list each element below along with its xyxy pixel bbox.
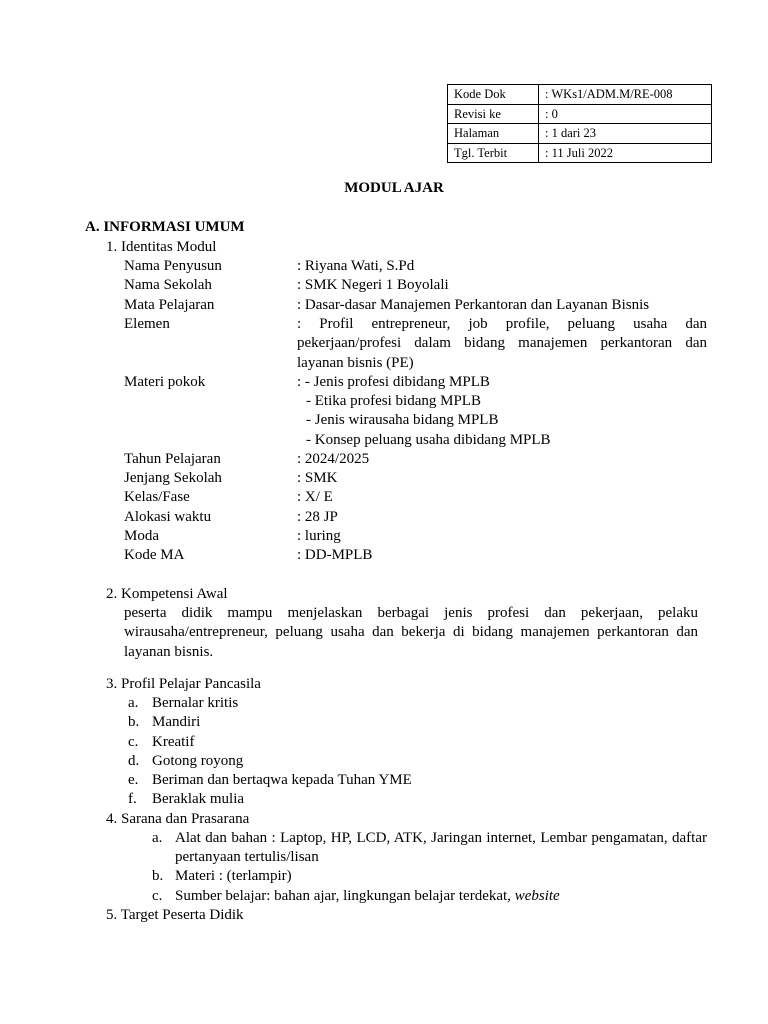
field-value: : DD-MPLB: [297, 547, 373, 563]
list-marker: a.: [128, 695, 139, 711]
kompetensi-text: peserta didik mampu menjelaskan berbagai jenis profesi dan pekerjaan, pelaku wirausaha/entrepreneur, peluang usaha dan bekerja di bidang manajemen perkantoran dan layanan bisnis.: [124, 605, 698, 660]
doc-control-key: Tgl. Terbit: [448, 143, 539, 163]
table-row: [448, 104, 712, 124]
field-key: Moda: [124, 528, 159, 544]
field-value: : 2024/2025: [297, 451, 370, 467]
field-key: Materi pokok: [124, 374, 206, 390]
list-marker: d.: [128, 753, 140, 769]
field-key: Jenjang Sekolah: [124, 470, 222, 486]
field-value: : luring: [297, 528, 341, 544]
list-item: Bernalar kritis: [152, 695, 239, 711]
list-marker: e.: [128, 772, 139, 788]
list-marker: c.: [128, 734, 139, 750]
list-marker: b.: [128, 714, 140, 730]
field-key: Nama Penyusun: [124, 258, 222, 274]
list-item: - Etika profesi bidang MPLB: [306, 393, 481, 409]
list-item: - Jenis wirausaha bidang MPLB: [306, 412, 499, 428]
list-item: Materi : (terlampir): [175, 868, 292, 884]
doc-control-value: : WKs1/ADM.M/RE-008: [539, 85, 712, 105]
list-item: Alat dan bahan : Laptop, HP, LCD, ATK, Jaringan internet, Lembar pengamatan, daftar pertanyaan tertulis/lisan: [175, 830, 707, 866]
table-row: [448, 124, 712, 144]
list-item-italic: website: [514, 888, 560, 904]
doc-control-value: : 0: [539, 104, 712, 124]
item-label-identitas: 1. Identitas Modul: [106, 239, 217, 255]
field-key: Nama Sekolah: [124, 277, 212, 293]
doc-control-key: Halaman: [448, 124, 539, 144]
item-label-kompetensi: 2. Kompetensi Awal: [106, 586, 228, 602]
section-heading: A. INFORMASI UMUM: [85, 219, 245, 235]
field-key: Elemen: [124, 316, 170, 332]
page-title: MODUL AJAR: [344, 180, 444, 196]
field-key: Kode MA: [124, 547, 185, 563]
item-label-target: 5. Target Peserta Didik: [106, 907, 244, 923]
field-value: : 28 JP: [297, 509, 338, 525]
list-item: [175, 887, 560, 906]
list-item: Kreatif: [152, 734, 195, 750]
doc-control-key: Revisi ke: [448, 104, 539, 124]
field-value: : SMK Negeri 1 Boyolali: [297, 277, 449, 293]
list-item: Mandiri: [152, 714, 201, 730]
field-value: : Riyana Wati, S.Pd: [297, 258, 415, 274]
field-key: Alokasi waktu: [124, 509, 212, 525]
field-key: Mata Pelajaran: [124, 297, 215, 313]
item-label-profil: 3. Profil Pelajar Pancasila: [106, 676, 261, 692]
list-marker: b.: [152, 868, 164, 884]
doc-control-key: Kode Dok: [448, 85, 539, 105]
list-item: Beraklak mulia: [152, 791, 245, 807]
doc-control-value: : 1 dari 23: [539, 124, 712, 144]
item-label-sarana: 4. Sarana dan Prasarana: [106, 811, 250, 827]
list-item: Gotong royong: [152, 753, 244, 769]
field-value: : SMK: [297, 470, 338, 486]
list-item-text: Sumber belajar: bahan ajar, lingkungan belajar terdekat,: [175, 888, 515, 904]
list-marker: a.: [152, 830, 163, 846]
list-marker: c.: [152, 888, 163, 904]
list-item: Beriman dan bertaqwa kepada Tuhan YME: [152, 772, 412, 788]
list-item: - Konsep peluang usaha dibidang MPLB: [306, 432, 551, 448]
list-marker: f.: [128, 791, 137, 807]
field-value: : - Jenis profesi dibidang MPLB: [297, 374, 490, 390]
field-value: : Dasar-dasar Manajemen Perkantoran dan Layanan Bisnis: [297, 297, 650, 313]
doc-control-table: [447, 84, 712, 163]
field-key: Kelas/Fase: [124, 489, 190, 505]
field-value: : Profil entrepreneur, job profile, peluang usaha dan pekerjaan/profesi dalam bidang manajemen perkantoran dan layanan bisnis (PE): [297, 316, 707, 371]
field-key: Tahun Pelajaran: [124, 451, 221, 467]
table-row: [448, 143, 712, 163]
table-row: [448, 85, 712, 105]
doc-control-value: : 11 Juli 2022: [539, 143, 712, 163]
field-value: : X/ E: [297, 489, 333, 505]
